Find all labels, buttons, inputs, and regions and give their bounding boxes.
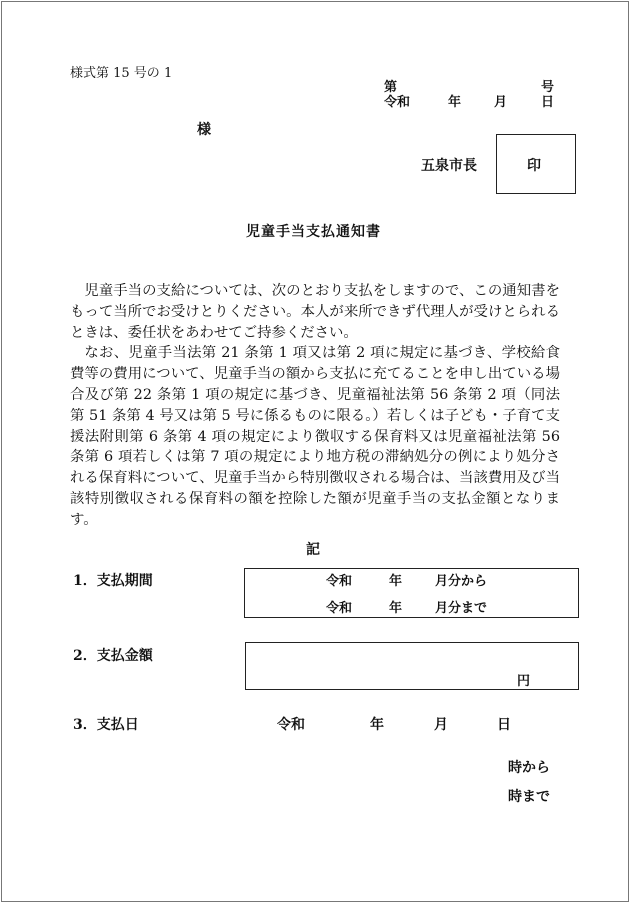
period-from-nen: 年 bbox=[389, 574, 403, 589]
body-paragraph-2: なお、児童手当法第 21 条第 1 項又は第 2 項に規定に基づき、学校給食費等の費用について、児童手当の額から支払に充てることを申し出ている場合及び第 22 条第 1 項の規定に基づき、児童福祉法第 56 条第 2 項（同法第 51 条第 4 号又は第 5 号に係るものに限る。）若しくは子ども・子育て支援法附則第 6 条第 4 項の規定により徴収する保育料又は児童福祉法第 56 条第 6 項若しくは第 7 項の規定により地方税の滞納処分の例により処分される保育料について、児童手当から特別徴収される場合は、当該費用及び当該特別徴収される保育料の額を控除した額が児童手当の支払金額となります。 bbox=[70, 345, 560, 528]
header-go: 号 bbox=[541, 80, 555, 95]
time-from: 時から bbox=[508, 760, 550, 776]
period-to-reiwa: 令和 bbox=[326, 601, 353, 616]
date-nen: 年 bbox=[370, 717, 384, 733]
addressee-suffix: 様 bbox=[197, 122, 211, 138]
date-reiwa: 令和 bbox=[277, 717, 305, 733]
time-to: 時まで bbox=[508, 789, 550, 805]
ki-heading: 記 bbox=[306, 542, 320, 558]
amount-label: 2．支払金額 bbox=[73, 648, 153, 664]
period-to-suffix: 月分まで bbox=[435, 601, 488, 616]
amount-unit: 円 bbox=[517, 674, 531, 689]
form-number: 様式第 15 号の 1 bbox=[70, 66, 173, 81]
date-hi: 日 bbox=[497, 717, 511, 733]
period-from-reiwa: 令和 bbox=[326, 574, 353, 589]
date-tsuki: 月 bbox=[434, 717, 448, 733]
date-label: 3．支払日 bbox=[73, 717, 139, 733]
header-dai: 第 bbox=[384, 80, 398, 95]
period-to-nen: 年 bbox=[389, 601, 403, 616]
header-reiwa: 令和 bbox=[384, 95, 411, 110]
sender-name: 五泉市長 bbox=[421, 158, 477, 174]
header-tsuki: 月 bbox=[494, 95, 508, 110]
period-label: 1．支払期間 bbox=[73, 573, 153, 589]
period-from-suffix: 月分から bbox=[435, 574, 488, 589]
seal-label: 印 bbox=[527, 158, 541, 174]
body-paragraph-1: 児童手当の支給については、次のとおり支払をしますので、この通知書をもって当所でお受けとりください。本人が来所できず代理人が受けとられるときは、委任状をあわせてご持参ください。 bbox=[70, 283, 560, 341]
document-title: 児童手当支払通知書 bbox=[246, 224, 381, 240]
period-box bbox=[244, 568, 579, 618]
header-hi: 日 bbox=[541, 95, 555, 110]
seal-box bbox=[496, 134, 576, 194]
header-nen: 年 bbox=[448, 95, 462, 110]
body-text bbox=[70, 281, 560, 531]
